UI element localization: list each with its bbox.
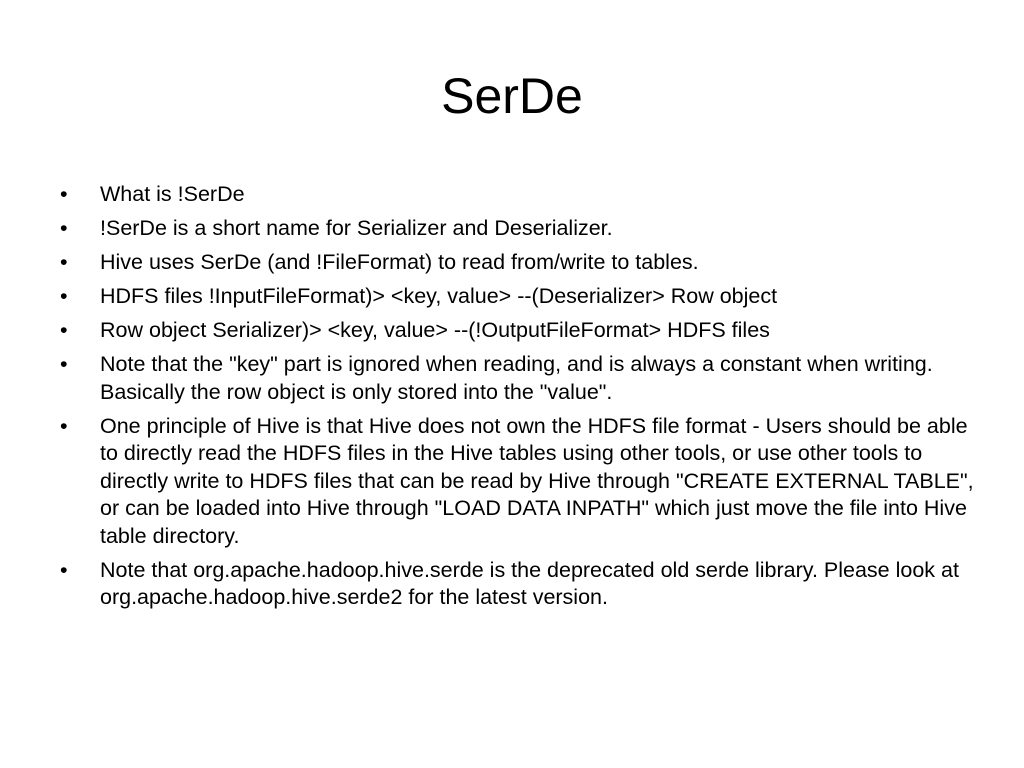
bullet-item [60,351,980,406]
bullet-item [60,283,980,311]
bullet-item [60,557,980,612]
bullet-item [60,249,980,277]
bullet-item [60,413,980,551]
bullet-item [60,317,980,345]
bullet-text: One principle of Hive is that Hive does not own the HDFS file format - Users should be able to directly read the HDFS files in the Hive tables using other tools, or use other tools to directly write to HDFS files that can be read by Hive through "CREATE EXTERNAL TABLE", or can be loaded into Hive through "LOAD DATA INPATH" which just move the file into Hive table directory. [100,413,974,548]
bullet-item [60,181,980,209]
bullet-text: Hive uses SerDe (and !FileFormat) to read from/write to tables. [100,250,699,274]
bullet-text: Note that the "key" part is ignored when reading, and is always a constant when writing. Basically the row object is only stored into the "value". [100,352,933,404]
bullet-icon: • [60,318,68,342]
bullet-text: Row object Serializer)> <key, value> --(!OutputFileFormat> HDFS files [100,318,770,342]
bullet-icon: • [60,182,68,206]
bullet-text: !SerDe is a short name for Serializer and Deserializer. [100,216,613,240]
bullet-item [60,215,980,243]
slide-title: SerDe [441,68,583,124]
bullet-icon: • [60,250,68,274]
bullet-text: HDFS files !InputFileFormat)> <key, value> --(Deserializer> Row object [100,284,778,308]
bullet-list [60,181,980,618]
bullet-text: Note that org.apache.hadoop.hive.serde is the deprecated old serde library. Please look at org.apache.hadoop.hive.serde2 for the latest version. [100,557,959,609]
bullet-icon: • [60,284,68,308]
bullet-text: What is !SerDe [100,182,245,206]
bullet-icon: • [60,557,68,582]
bullet-icon: • [60,216,68,240]
bullet-icon: • [60,413,68,438]
bullet-icon: • [60,352,68,376]
